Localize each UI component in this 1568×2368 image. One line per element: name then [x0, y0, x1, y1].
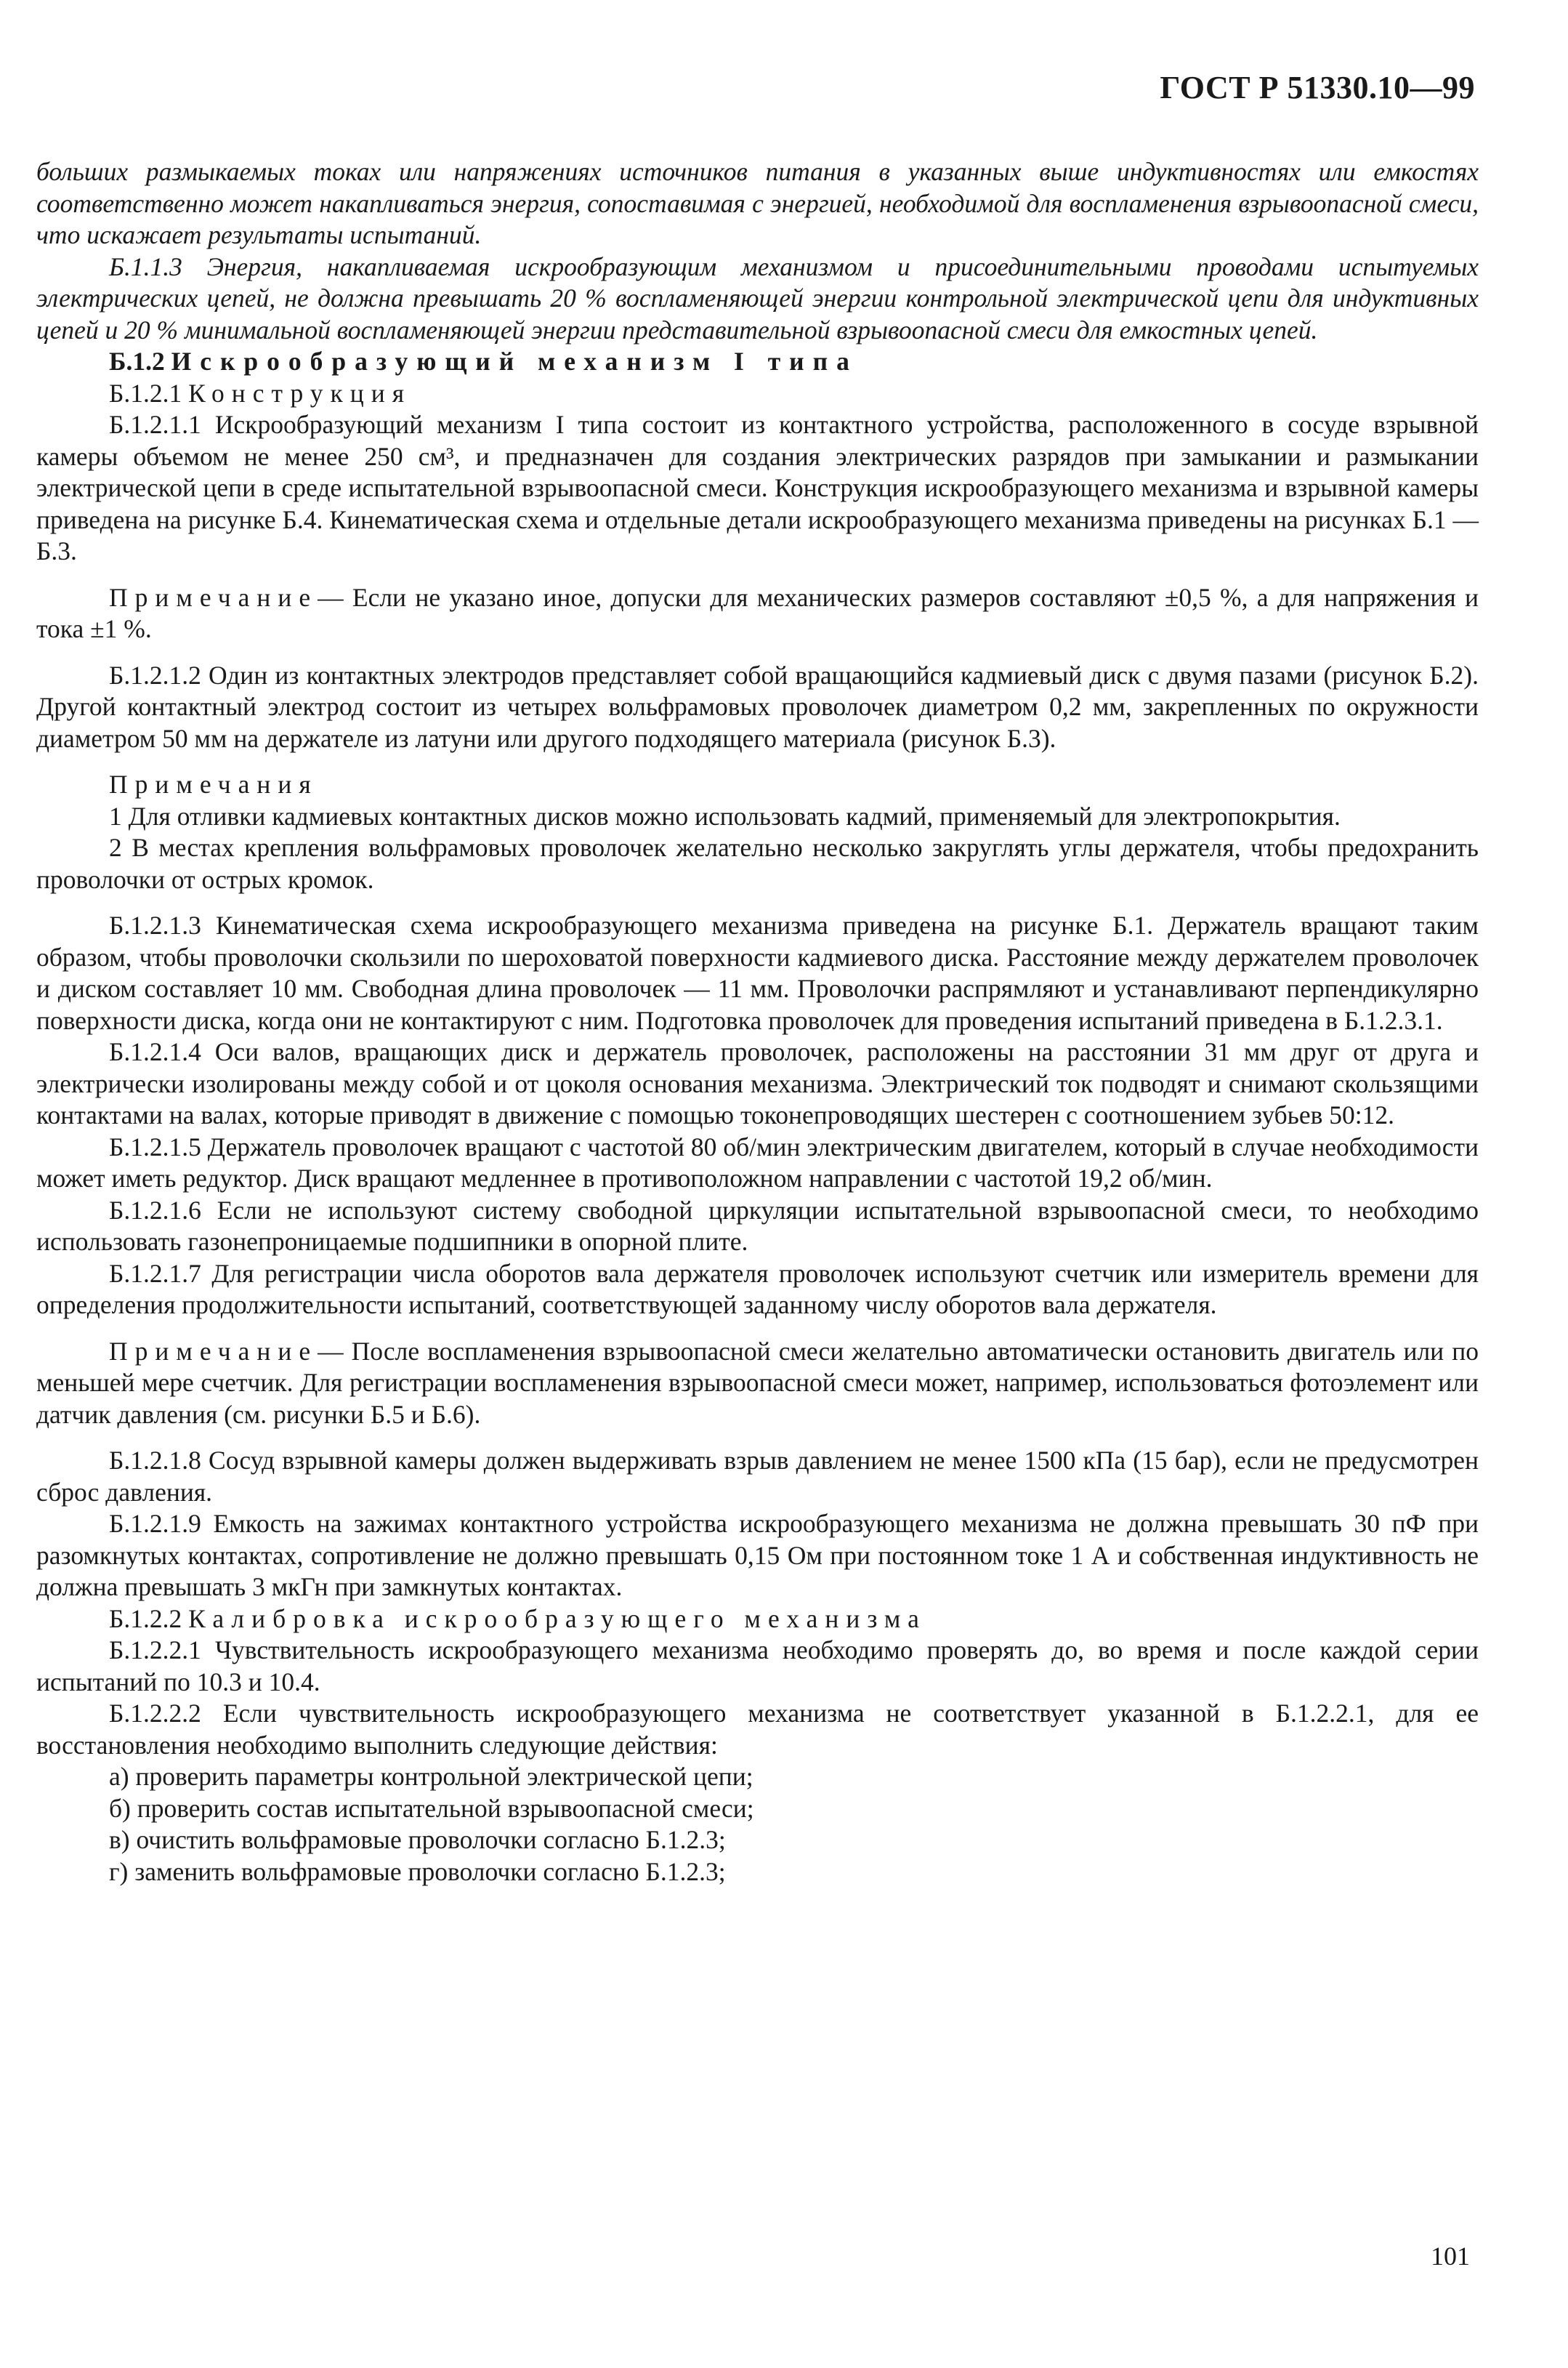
- note-text: — После воспламенения взрывоопасной смеси желательно автоматически остановить двигатель или по меньшей мере счетчик. Для регистрации воспламенения взрывоопасной смеси может, например, использоваться фотоэлемент или датчик давления (см. рисунки Б.5 и Б.6).: [36, 1336, 1479, 1429]
- paragraph-continuation: больших размыкаемых токах или напряжениях источников питания в указанных выше индуктивностях или емкостях соответственно может накапливаться энергия, сопоставимая с энергией, необходимой для воспламенения взрывоопасной смеси, что искажает результаты испытаний.: [36, 157, 1479, 249]
- paragraph-b1215: Б.1.2.1.5 Держатель проволочек вращают с частотой 80 об/мин электрическим двигателем, который в случае необходимости может иметь редуктор. Диск вращают медленнее в противоположном направлении с частотой 19,2 об/мин.: [36, 1132, 1479, 1193]
- paragraph-b1212: Б.1.2.1.2 Один из контактных электродов представляет собой вращающийся кадмиевый диск с двумя пазами (рисунок Б.2). Другой контактный электрод состоит из четырех вольфрамовых проволочек диаметром 0,2 мм, закрепленных по окружности диаметром 50 мм на держателе из латуни или другого подходящего материала (рисунок Б.3).: [36, 660, 1479, 753]
- section-number: Б.1.2: [109, 347, 165, 376]
- document-standard-id: ГОСТ Р 51330.10—99: [1160, 70, 1475, 105]
- paragraph-b1218: Б.1.2.1.8 Сосуд взрывной камеры должен выдерживать взрыв давлением не менее 1500 кПа (15 бар), если не предусмотрен сброс давления.: [36, 1446, 1479, 1507]
- note-2: [36, 1336, 1479, 1431]
- paragraph-b113: Б.1.1.3 Энергия, накапливаемая искрообразующим механизмом и присоединительными проводами испытуемых электрических цепей, не должна превышать 20 % воспламеняющей энергии контрольной электрической цепи для индуктивных цепей и 20 % минимальной воспламеняющей энергии представительной взрывоопасной смеси для емкостных цепей.: [36, 251, 1479, 345]
- subsection-heading-b121: [36, 378, 1479, 410]
- paragraph-b1217: Б.1.2.1.7 Для регистрации числа оборотов вала держателя проволочек используют счетчик или измеритель времени для определения продолжительности испытаний, соответствующей заданному числу оборотов вала держателя.: [36, 1258, 1479, 1319]
- paragraph-b1216: Б.1.2.1.6 Если не используют систему свободной циркуляции испытательной взрывоопасной смеси, то необходимо использовать газонепроницаемые подшипники в опорной плите.: [36, 1195, 1479, 1256]
- note-item-2: 2 В местах крепления вольфрамовых проволочек желательно несколько закруглять углы держателя, чтобы предохранить проволочки от острых кромок.: [36, 833, 1479, 894]
- list-item: г) заменить вольфрамовые проволочки согласно Б.1.2.3;: [109, 1856, 726, 1886]
- subsection-title: Конструкция: [188, 378, 412, 408]
- paragraph-b1214: Б.1.2.1.4 Оси валов, вращающих диск и держатель проволочек, расположены на расстоянии 31 мм друг от друга и электрически изолированы между собой и от цоколя основания механизма. Электрический ток подводят и снимают скользящими контактами на валах, которые приводят в движение с помощью токонепроводящих шестерен с соотношением зубьев 50:12.: [36, 1037, 1479, 1129]
- list-item: б) проверить состав испытательной взрывоопасной смеси;: [109, 1793, 754, 1823]
- note-label: Примечание: [109, 582, 318, 612]
- subsection-number: Б.1.2.2: [109, 1603, 182, 1633]
- notes-label: Примечания: [109, 770, 318, 799]
- subsection-number: Б.1.2.1: [109, 378, 182, 408]
- subsection-heading-b122: [36, 1603, 1479, 1635]
- section-heading-b12: [36, 346, 1479, 378]
- note-1: [36, 582, 1479, 645]
- paragraph-b1211: Б.1.2.1.1 Искрообразующий механизм I типа состоит из контактного устройства, расположенного в сосуде взрывной камеры объемом не менее 250 см³, и предназначен для создания электрических разрядов при замыкании и размыкании электрической цепи в среде испытательной взрывоопасной смеси. Конструкция искрообразующего механизма и взрывной камеры приведена на рисунке Б.4. Кинематическая схема и отдельные детали искрообразующего механизма приведены на рисунках Б.1 — Б.3.: [36, 410, 1479, 565]
- note-text: — Если не указано иное, допуски для механических размеров составляют ±0,5 %, а для напряжения и тока ±1 %.: [36, 582, 1479, 643]
- section-title: Искрообразующий механизм I типа: [171, 347, 858, 376]
- document-body: [36, 156, 1479, 1888]
- note-label: Примечание: [109, 1336, 318, 1366]
- paragraph-b1221: Б.1.2.2.1 Чувствительность искрообразующего механизма необходимо проверять до, во время и после каждой серии испытаний по 10.3 и 10.4.: [36, 1635, 1479, 1696]
- page-number: 101: [1431, 2242, 1470, 2271]
- paragraph-b1213: Б.1.2.1.3 Кинематическая схема искрообразующего механизма приведена на рисунке Б.1. Держатель вращают таким образом, чтобы проволочки скользили по шероховатой поверхности кадмиевого диска. Расстояние между держателем проволочек и диском составляет 10 мм. Свободная длина проволочек — 11 мм. Проволочки распрямляют и устанавливают перпендикулярно поверхности диска, когда они не контактируют с ним. Подготовка проволочек для проведения испытаний приведена в Б.1.2.3.1.: [36, 911, 1479, 1035]
- note-item-1: 1 Для отливки кадмиевых контактных дисков можно использовать кадмий, применяемый для электропокрытия.: [109, 801, 1341, 831]
- subsection-title: Калибровка искрообразующего механизма: [188, 1603, 926, 1633]
- list-item: в) очистить вольфрамовые проволочки согласно Б.1.2.3;: [109, 1825, 726, 1854]
- action-list: [36, 1761, 1479, 1888]
- paragraph-b1222: Б.1.2.2.2 Если чувствительность искрообразующего механизма не соответствует указанной в Б.1.2.2.1, для ее восстановления необходимо выполнить следующие действия:: [36, 1699, 1479, 1760]
- list-item: а) проверить параметры контрольной электрической цепи;: [109, 1762, 753, 1791]
- paragraph-b1219: Б.1.2.1.9 Емкость на зажимах контактного устройства искрообразующего механизма не должна превышать 30 пФ при разомкнутых контактах, сопротивление не должно превышать 0,15 Ом при постоянном токе 1 А и собственная индуктивность не должна превышать 3 мкГн при замкнутых контактах.: [36, 1509, 1479, 1601]
